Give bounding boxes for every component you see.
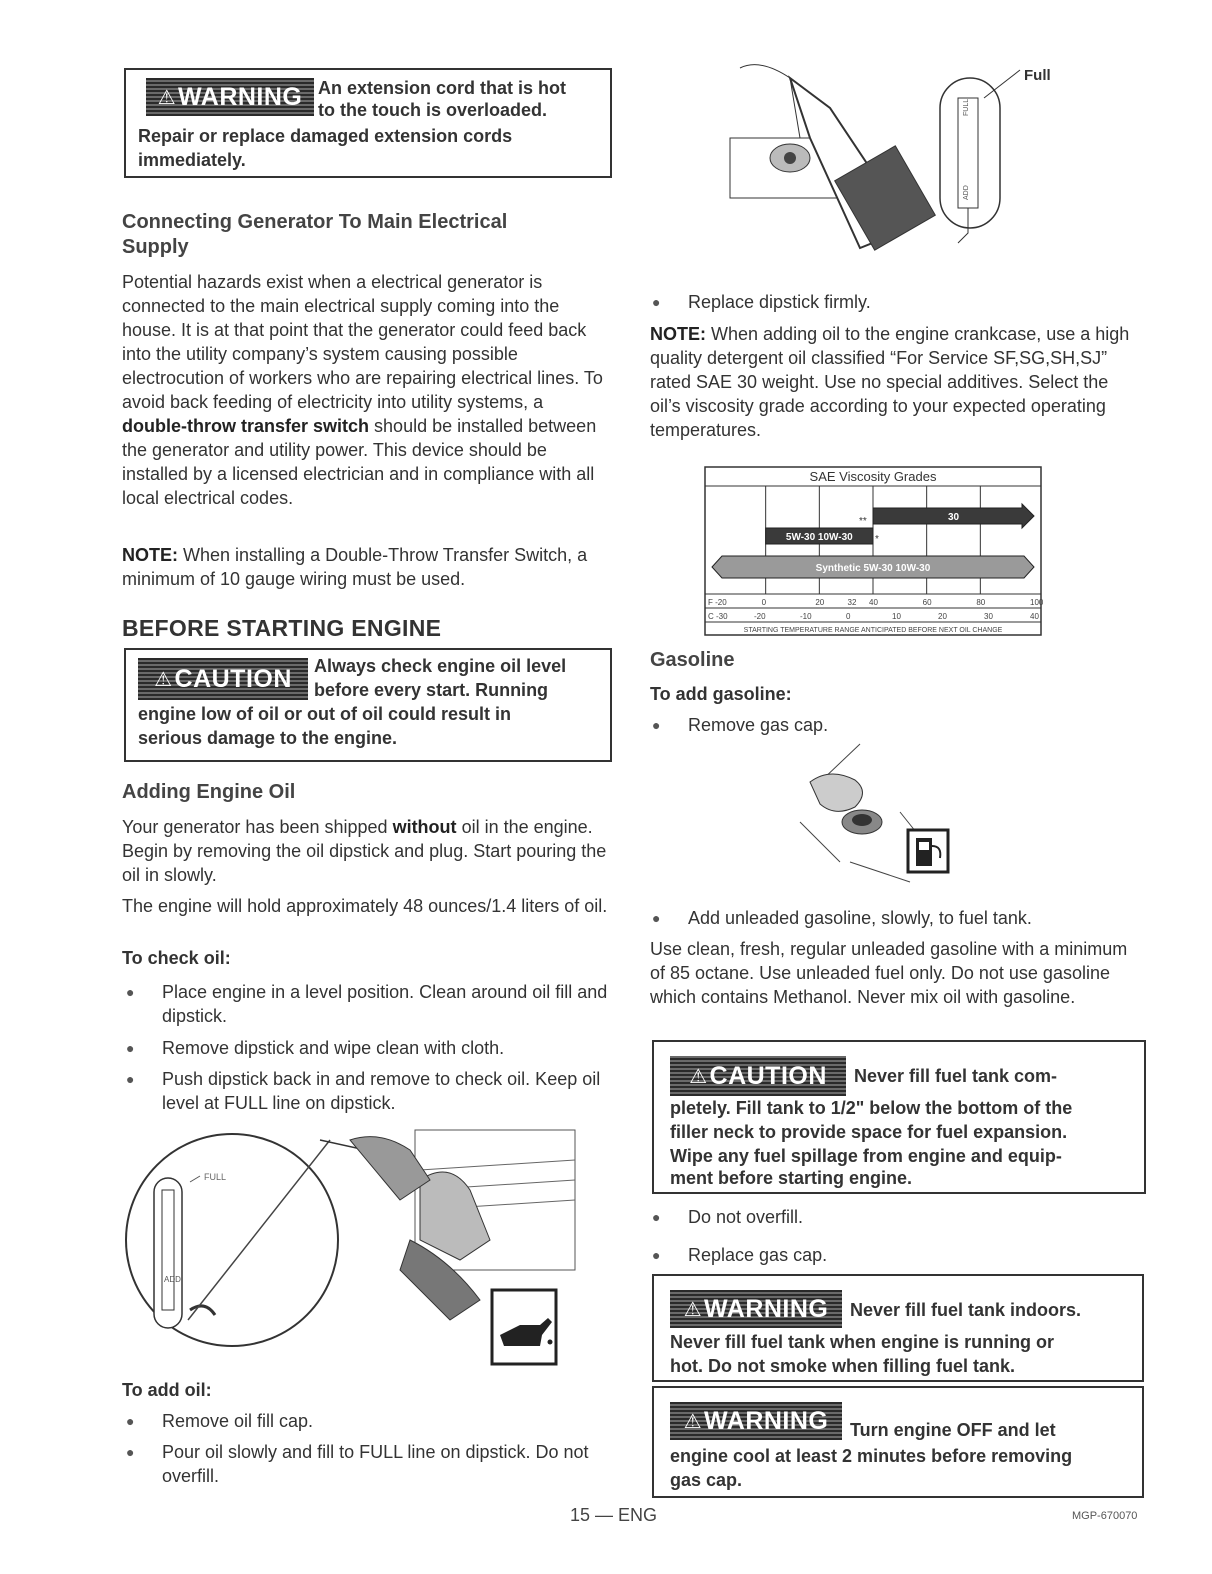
- dipstick-add-label: ADD: [164, 1275, 181, 1284]
- warning-text-line3: Repair or replace damaged extension cords: [138, 126, 513, 146]
- warning-badge: ⚠ WARNING: [670, 1402, 842, 1440]
- dipstick-illustration: [120, 1120, 580, 1370]
- warning-text-line2: Never fill fuel tank when engine is running or: [670, 1332, 1055, 1352]
- caution-text-line3: filler neck to provide space for fuel expansion.: [670, 1122, 1068, 1142]
- oil-note: NOTE: When adding oil to the engine crankcase, use a high quality detergent oil classified “For Service SF,SG,SH,SJ” rated SAE 30 weight. Use no special additives. Select the oil’s viscosity grade according to your expected operating temperatures.: [650, 324, 1130, 440]
- section-heading-before-starting: BEFORE STARTING ENGINE: [122, 615, 442, 641]
- warning-box-extension-cord: [124, 68, 612, 178]
- gas-cap-illustration: [800, 742, 970, 892]
- caution-text-line3: engine low of oil or out of oil could result in: [138, 704, 511, 724]
- figure-full-label: Full: [1024, 67, 1051, 84]
- tick-label-f: 20: [815, 598, 825, 607]
- tick-label-c: 0: [846, 612, 851, 621]
- oil-can-icon: [492, 1290, 556, 1364]
- tick-label-f: F -20: [708, 598, 727, 607]
- tick-label-c: 40: [1030, 612, 1039, 621]
- caution-badge: ⚠ CAUTION: [670, 1056, 846, 1096]
- warning-triangle-icon: ⚠: [683, 1298, 703, 1321]
- tick-label-f: 32: [847, 598, 857, 607]
- gasoline-heading: Gasoline: [650, 649, 735, 671]
- tick-label-c: -20: [754, 612, 766, 621]
- section-heading-adding-oil: Adding Engine Oil: [122, 781, 296, 803]
- tick-label-c: 10: [892, 612, 901, 621]
- caution-text-line1: Never fill fuel tank com-: [854, 1066, 1058, 1086]
- chart-mark: *: [875, 534, 879, 545]
- section-heading-connecting: Connecting Generator To Main Electrical Supply: [122, 211, 508, 258]
- warning-triangle-icon: ⚠: [689, 1065, 708, 1088]
- viscosity-bar-label: 5W-30 10W-30: [785, 532, 853, 543]
- check-oil-heading: To check oil:: [122, 948, 231, 968]
- page-number: 15 — ENG: [570, 1505, 658, 1525]
- warning-text-line2: engine cool at least 2 minutes before removing: [670, 1446, 1073, 1466]
- warning-triangle-icon: ⚠: [157, 86, 177, 109]
- document-code: MGP-670070: [1072, 1510, 1138, 1522]
- tick-label-f: 80: [976, 598, 986, 607]
- add-gasoline-heading: To add gasoline:: [650, 684, 792, 704]
- tick-label-f: 100: [1030, 598, 1044, 607]
- warning-box-engine-cool: [652, 1386, 1144, 1498]
- warning-triangle-icon: ⚠: [154, 668, 173, 691]
- viscosity-bar-label: 30: [947, 512, 960, 523]
- caution-text-line4: Wipe any fuel spillage from engine and equip-: [670, 1146, 1062, 1166]
- chart-mark: **: [859, 516, 867, 527]
- tick-label-f: 60: [922, 598, 932, 607]
- warning-text-line1: Turn engine OFF and let: [850, 1420, 1056, 1440]
- chart-footer-label: STARTING TEMPERATURE RANGE ANTICIPATED BEFORE NEXT OIL CHANGE: [743, 627, 1003, 634]
- caution-text-line2: before every start. Running: [314, 680, 549, 700]
- oil-fill-illustration: [730, 58, 1070, 258]
- warning-text-line2: to the touch is overloaded.: [318, 100, 548, 120]
- caution-text-line4: serious damage to the engine.: [138, 728, 398, 748]
- adding-oil-paragraph: Your generator has been shipped without oil in the engine. Begin by removing the oil dipstick and plug. Start pouring the oil in slowly.: [122, 817, 607, 885]
- oil-capacity-paragraph: The engine will hold approximately 48 ounces/1.4 liters of oil.: [122, 896, 608, 916]
- figure-dipstick-add-label: ADD: [963, 185, 970, 200]
- tick-label-f: 0: [761, 598, 767, 607]
- caution-badge: ⚠ CAUTION: [138, 658, 308, 700]
- warning-text-line3: hot. Do not smoke when filling fuel tank.: [670, 1356, 1016, 1376]
- warning-badge: ⚠ WARNING: [146, 78, 314, 116]
- caution-text-line5: ment before starting engine.: [670, 1168, 913, 1188]
- caution-box-oil-level: [124, 648, 612, 762]
- tick-label-f: 40: [869, 598, 878, 607]
- warning-box-fuel-indoors: [652, 1274, 1144, 1382]
- gasoline-paragraph: Use clean, fresh, regular unleaded gasoline with a minimum of 85 octane. Use unleaded fuel only. Do not use gasoline which contains Methanol. Never mix oil with gasoline.: [650, 939, 1128, 1007]
- tick-label-c: 30: [984, 612, 993, 621]
- add-oil-heading: To add oil:: [122, 1380, 212, 1400]
- warning-text-line3: gas cap.: [670, 1470, 743, 1490]
- fuel-pump-icon: [908, 830, 948, 872]
- viscosity-bar-label: Synthetic 5W-30 10W-30: [815, 563, 931, 574]
- connecting-paragraph: Potential hazards exist when a electrical generator is connected to the main electrical supply coming into the house. It is at that point that the generator could feed back into the utility company’s system causing possible electrocution of workers who are repairing electrical lines. To avoid back feeding of electricity into utility systems, a double-throw transfer switch should be installed between the generator and utility power. This device should be installed by a licensed electrician and in compliance with all local electrical codes.: [122, 272, 603, 508]
- tick-label-c: C -30: [708, 612, 728, 621]
- tick-label-c: 20: [938, 612, 947, 621]
- viscosity-chart: [704, 466, 1042, 636]
- dipstick-full-label: FULL: [204, 1172, 227, 1182]
- warning-text-line4: immediately.: [138, 150, 246, 170]
- tick-label-c: -10: [800, 612, 812, 621]
- caution-text-line2: pletely. Fill tank to 1/2" below the bottom of the: [670, 1098, 1073, 1118]
- warning-text-line1: An extension cord that is hot: [318, 78, 567, 98]
- warning-badge: ⚠ WARNING: [670, 1290, 842, 1328]
- chart-title: SAE Viscosity Grades: [809, 469, 937, 484]
- connecting-note: NOTE: When installing a Double-Throw Transfer Switch, a minimum of 10 gauge wiring must be used.: [122, 545, 588, 589]
- caution-text-line1: Always check engine oil level: [314, 656, 567, 676]
- figure-dipstick-full-label: FULL: [963, 98, 970, 116]
- warning-text-line1: Never fill fuel tank indoors.: [850, 1300, 1082, 1320]
- warning-triangle-icon: ⚠: [683, 1410, 703, 1433]
- caution-box-fuel-tank: [652, 1040, 1146, 1194]
